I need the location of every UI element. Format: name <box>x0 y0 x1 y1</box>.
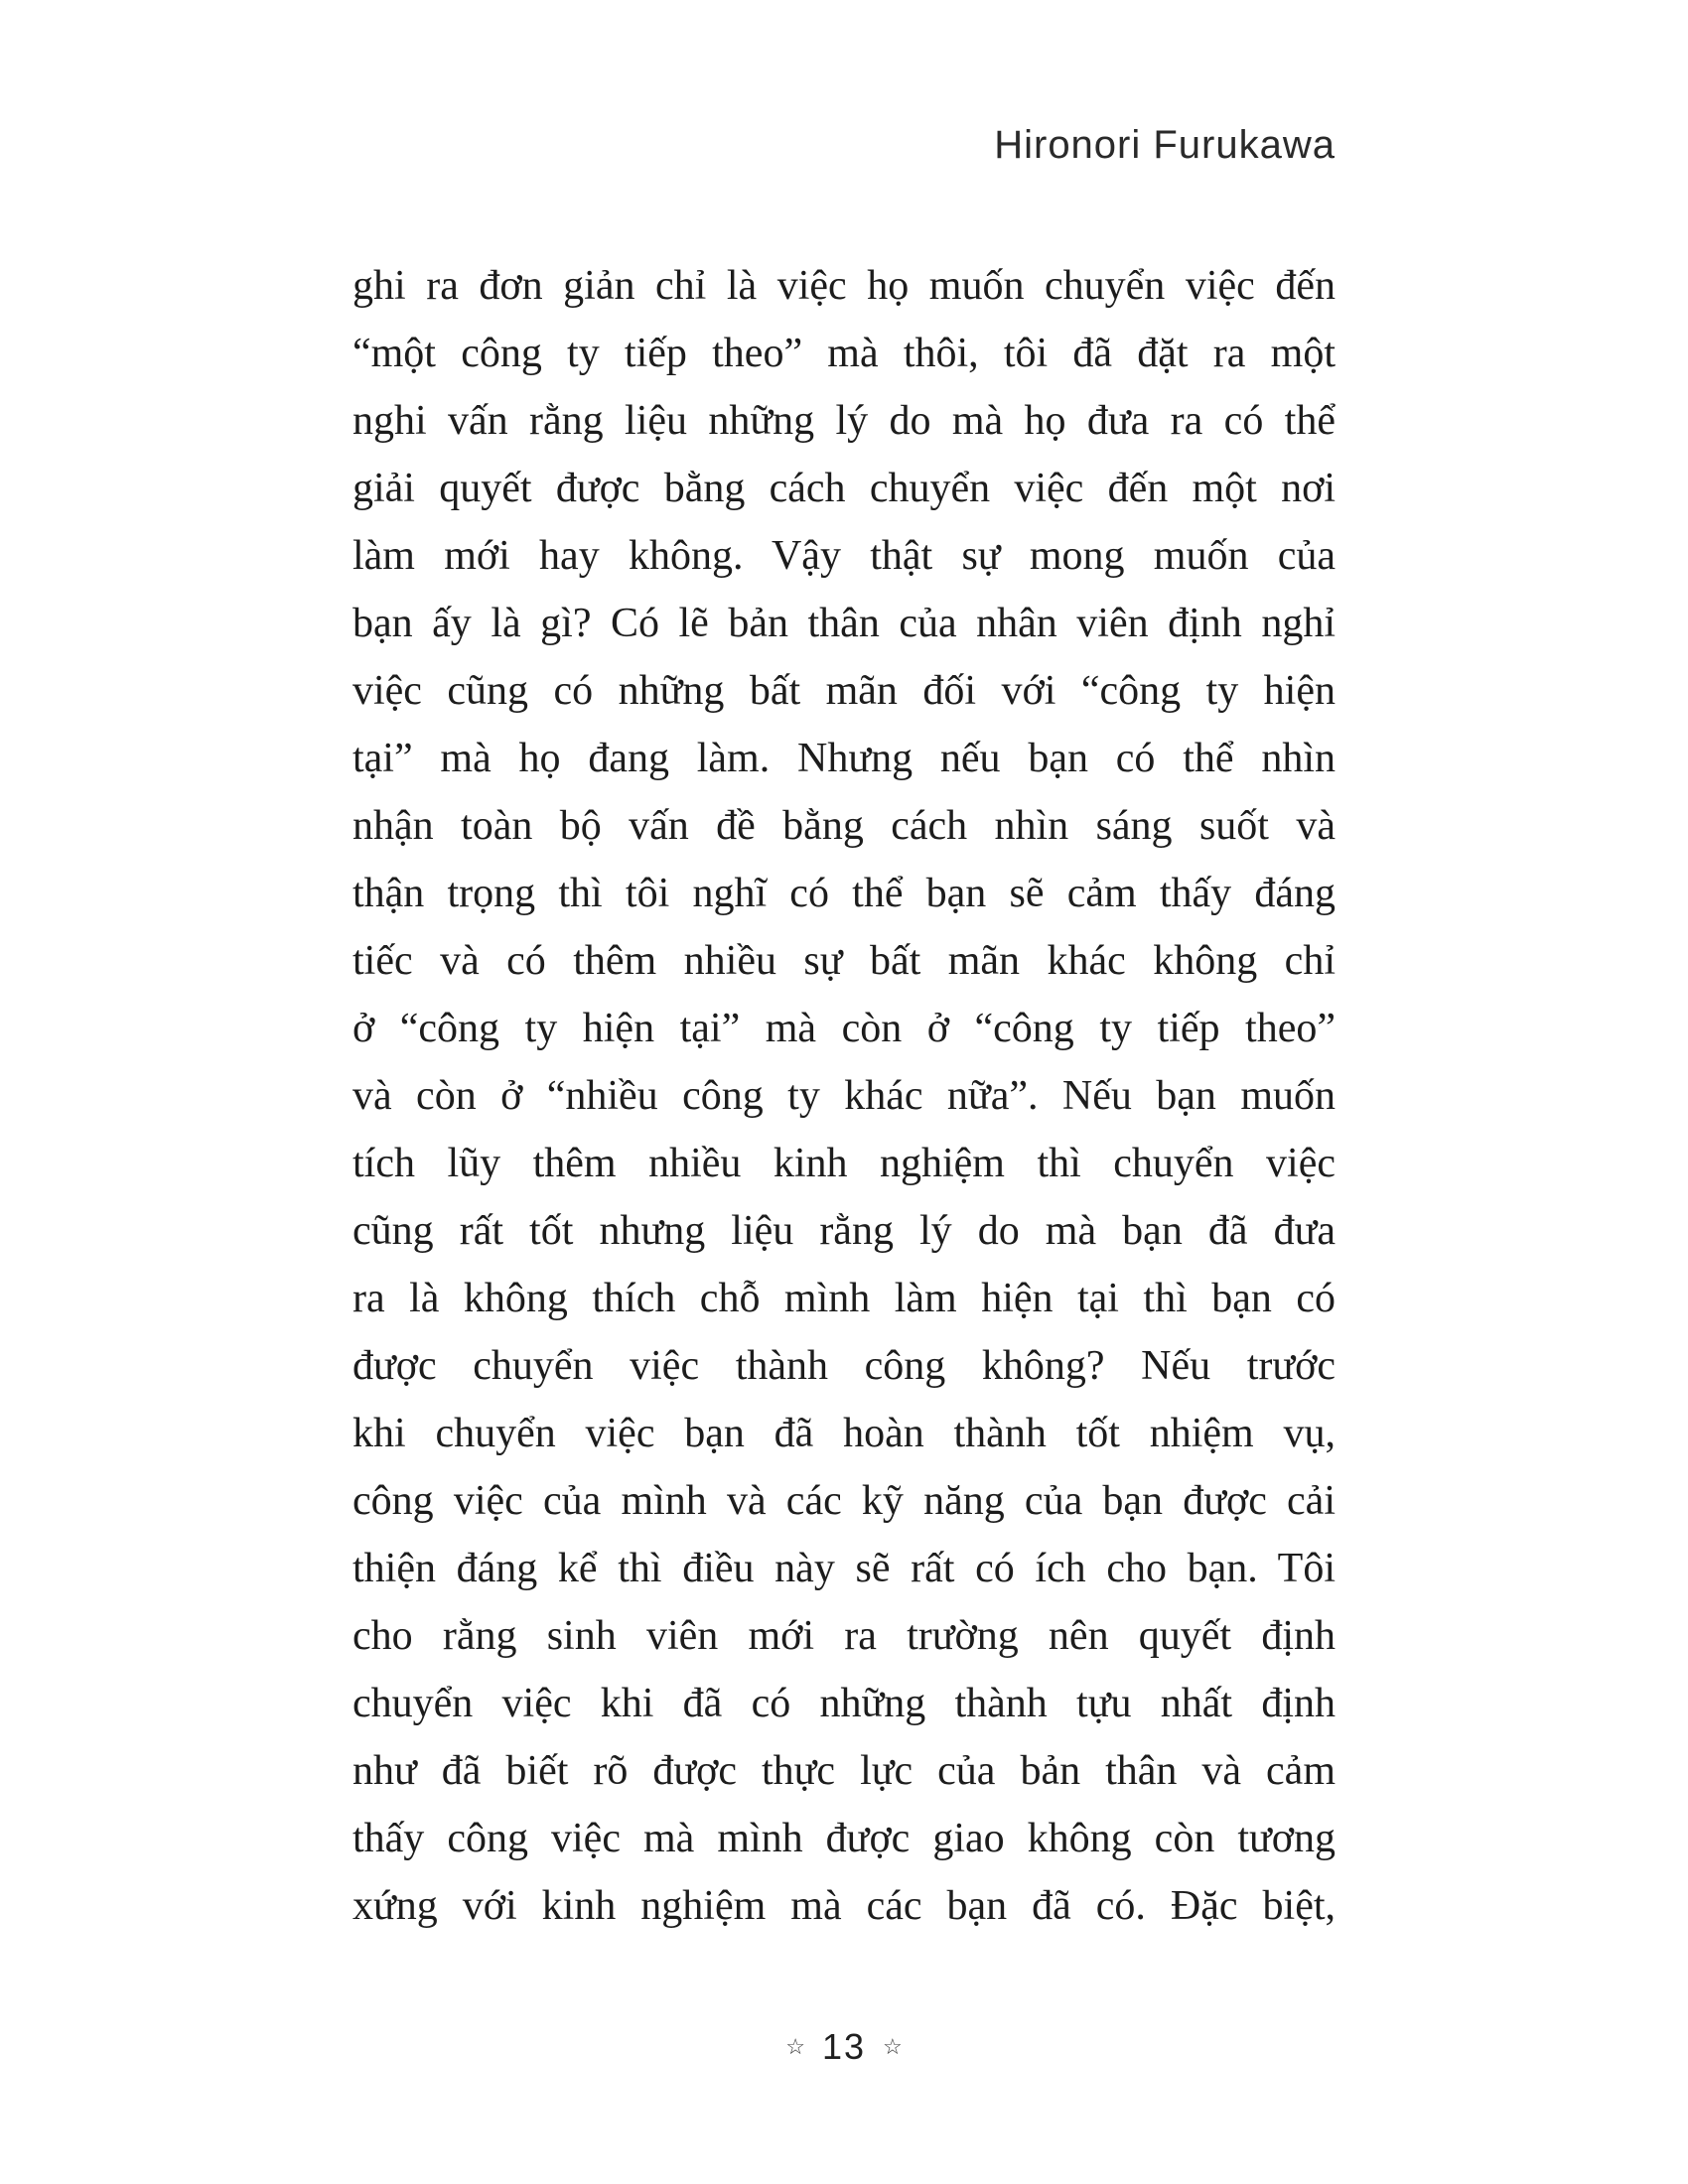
body-text-line: thấy công việc mà mình được giao không còn tương <box>352 1816 1336 1861</box>
star-ornament-left-icon: ☆ <box>785 2034 805 2059</box>
body-text-line: thận trọng thì tôi nghĩ có thể bạn sẽ cảm thấy đáng <box>352 871 1336 916</box>
star-ornament-right-icon: ☆ <box>883 2034 903 2059</box>
body-text-line: tiếc và có thêm nhiều sự bất mãn khác không chỉ <box>352 938 1336 984</box>
body-text-line: thiện đáng kể thì điều này sẽ rất có ích cho bạn. Tôi <box>352 1546 1336 1591</box>
body-text-line: làm mới hay không. Vậy thật sự mong muốn của <box>352 533 1336 579</box>
body-text-line: khi chuyển việc bạn đã hoàn thành tốt nhiệm vụ, <box>352 1411 1336 1456</box>
body-text-line: như đã biết rõ được thực lực của bản thân và cảm <box>352 1748 1336 1794</box>
body-text-line: công việc của mình và các kỹ năng của bạn được cải <box>352 1478 1336 1524</box>
body-text-line: xứng với kinh nghiệm mà các bạn đã có. Đặc biệt, <box>352 1883 1336 1929</box>
page-footer <box>352 2023 1336 2071</box>
body-text-line: tại” mà họ đang làm. Nhưng nếu bạn có thể nhìn <box>352 736 1336 781</box>
page-number: 13 <box>821 2026 867 2067</box>
body-text-line: được chuyển việc thành công không? Nếu trước <box>352 1343 1336 1389</box>
body-text-line: và còn ở “nhiều công ty khác nữa”. Nếu bạn muốn <box>352 1073 1336 1119</box>
body-text-line: nghi vấn rằng liệu những lý do mà họ đưa ra có thể <box>352 398 1336 444</box>
body-text-line: ghi ra đơn giản chỉ là việc họ muốn chuyển việc đến <box>352 263 1336 309</box>
body-text-line: giải quyết được bằng cách chuyển việc đến một nơi <box>352 466 1336 511</box>
body-text-line: việc cũng có những bất mãn đối với “công ty hiện <box>352 668 1336 714</box>
body-text-line: cũng rất tốt nhưng liệu rằng lý do mà bạn đã đưa <box>352 1208 1336 1254</box>
body-text-line: ở “công ty hiện tại” mà còn ở “công ty tiếp theo” <box>352 1006 1336 1051</box>
body-text-line: ra là không thích chỗ mình làm hiện tại thì bạn có <box>352 1276 1336 1321</box>
body-text-line: nhận toàn bộ vấn đề bằng cách nhìn sáng suốt và <box>352 803 1336 849</box>
body-text-block <box>352 252 1336 1940</box>
body-text-line: cho rằng sinh viên mới ra trường nên quyết định <box>352 1613 1336 1659</box>
body-text-line: bạn ấy là gì? Có lẽ bản thân của nhân viên định nghỉ <box>352 601 1336 646</box>
running-header-author: Hironori Furukawa <box>994 123 1336 167</box>
body-text-line: “một công ty tiếp theo” mà thôi, tôi đã đặt ra một <box>352 331 1336 376</box>
body-text-line: tích lũy thêm nhiều kinh nghiệm thì chuyển việc <box>352 1141 1336 1186</box>
body-text-line: chuyển việc khi đã có những thành tựu nhất định <box>352 1681 1336 1726</box>
